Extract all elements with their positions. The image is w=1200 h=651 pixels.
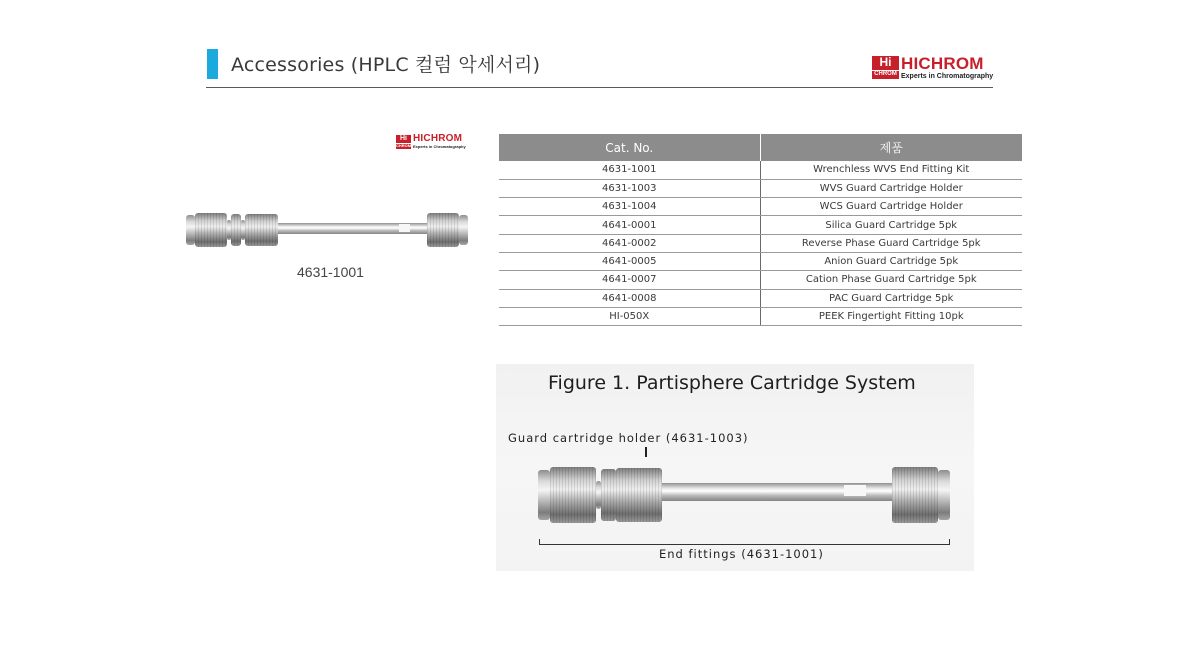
hichrom-logo-mark-icon: Hi CHROM: [396, 134, 412, 148]
product-cell: PAC Guard Cartridge 5pk: [760, 289, 1022, 307]
table-row: [499, 179, 1022, 197]
header-divider: [206, 87, 993, 88]
cartridge-system-image: [538, 465, 950, 525]
partisphere-figure: [496, 364, 974, 571]
cat-no-cell: HI-050X: [499, 307, 760, 325]
cat-no-cell: 4641-0002: [499, 234, 760, 252]
guard-holder-label: Guard cartridge holder (4631-1003): [508, 431, 749, 445]
accessories-table: [499, 134, 1022, 326]
title-accent-bar: [207, 49, 218, 79]
logo-tagline: Experts in Chromatography: [901, 73, 994, 80]
hichrom-logo: [872, 55, 993, 80]
table-row: [499, 289, 1022, 307]
product-cell: Cation Phase Guard Cartridge 5pk: [760, 271, 1022, 289]
cat-no-cell: 4631-1001: [499, 161, 760, 179]
product-cell: WVS Guard Cartridge Holder: [760, 179, 1022, 197]
product-cell: Reverse Phase Guard Cartridge 5pk: [760, 234, 1022, 252]
cat-no-cell: 4641-0008: [499, 289, 760, 307]
end-fitting-kit-image: [186, 212, 468, 248]
product-caption: 4631-1001: [297, 264, 364, 280]
cat-no-cell: 4641-0007: [499, 271, 760, 289]
product-cell: PEEK Fingertight Fitting 10pk: [760, 307, 1022, 325]
product-cell: Wrenchless WVS End Fitting Kit: [760, 161, 1022, 179]
cat-no-cell: 4631-1004: [499, 198, 760, 216]
end-fittings-label: End fittings (4631-1001): [659, 547, 824, 561]
table-row: [499, 234, 1022, 252]
column-header-cat-no: Cat. No.: [499, 134, 760, 161]
table-header-row: [499, 134, 1022, 161]
cat-no-cell: 4641-0005: [499, 252, 760, 270]
table-row: [499, 198, 1022, 216]
hichrom-logo-mark-icon: Hi CHROM: [872, 56, 899, 79]
table-row: [499, 161, 1022, 179]
page-title: Accessories (HPLC 컬럼 악세서리): [231, 54, 541, 76]
product-cell: WCS Guard Cartridge Holder: [760, 198, 1022, 216]
figure-title: Figure 1. Partisphere Cartridge System: [548, 372, 916, 394]
end-fittings-bracket: [539, 539, 950, 545]
product-cell: Silica Guard Cartridge 5pk: [760, 216, 1022, 234]
table-row: [499, 307, 1022, 325]
guard-holder-pointer: [645, 447, 647, 457]
table-row: [499, 271, 1022, 289]
table-row: [499, 216, 1022, 234]
product-cell: Anion Guard Cartridge 5pk: [760, 252, 1022, 270]
cat-no-cell: 4631-1003: [499, 179, 760, 197]
cat-no-cell: 4641-0001: [499, 216, 760, 234]
table-row: [499, 252, 1022, 270]
column-header-product: 제품: [760, 134, 1022, 161]
logo-brand: HICHROM: [901, 54, 984, 73]
product-hichrom-logo: Hi CHROM HICHROM Experts in Chromatography: [396, 133, 466, 149]
